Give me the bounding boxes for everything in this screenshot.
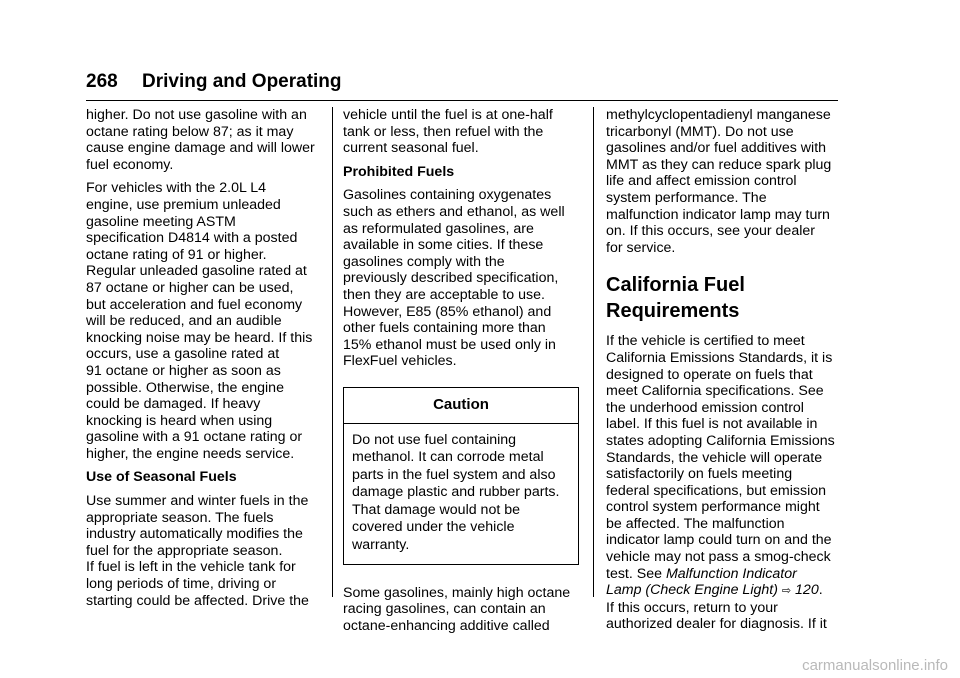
text-line: racing gasolines, can contain an — [343, 601, 546, 618]
xref-page-number[interactable]: 120 — [795, 582, 819, 599]
text-line: but acceleration and fuel economy — [86, 296, 303, 313]
page-ref-arrow-icon: ⇨ — [781, 585, 792, 598]
text-line: gasoline with a 91 octane rating or — [86, 429, 303, 446]
section-title: Driving and Operating — [142, 71, 342, 92]
text-line: engine, use premium unleaded — [86, 196, 281, 213]
heading-line: California Fuel — [606, 274, 745, 297]
text-line: control system performance might — [606, 499, 820, 516]
text-line: appropriate season. The fuels — [86, 509, 274, 526]
paragraph-seasonal-fuels — [86, 493, 326, 609]
text-line: other fuels containing more than — [343, 320, 546, 337]
text-line: fuel economy. — [86, 156, 174, 173]
text-line: 87 octane or higher can be used, — [86, 279, 294, 296]
text-line: malfunction indicator lamp may turn — [606, 206, 830, 223]
paragraph-mmt — [606, 107, 842, 256]
text-line: cause engine damage and will lower — [86, 140, 315, 157]
text-line: Do not use fuel containing — [352, 431, 517, 448]
text-line: gasolines and/or fuel additives with — [606, 140, 827, 157]
text-column-left — [86, 107, 326, 616]
paragraph-octane-warning — [86, 107, 326, 173]
paragraph-premium-fuel — [86, 180, 326, 462]
page-number: 268 — [86, 71, 118, 92]
text-line: vehicle may not pass a smog-check — [606, 549, 831, 566]
text-line: 15% ethanol must be used only in — [343, 336, 556, 353]
text-line: If the vehicle is certified to meet — [606, 333, 805, 350]
text-column-right — [606, 107, 842, 640]
text-line: 91 octane or higher as soon as — [86, 362, 281, 379]
text-line: tank or less, then refuel with the — [343, 123, 544, 140]
text-line: occurs, use a gasoline rated at — [86, 346, 280, 363]
text-line: vehicle until the fuel is at one-half — [343, 107, 553, 123]
text-line: Gasolines containing oxygenates — [343, 187, 552, 204]
text-line: such as ethers and ethanol, as well — [343, 203, 565, 220]
text-line: life and affect emission control — [606, 173, 797, 190]
text-line: California Emissions Standards, it is — [606, 349, 833, 366]
text-line: then they are acceptable to use. — [343, 286, 545, 303]
xref-line — [606, 582, 842, 600]
xref-link-title[interactable]: Lamp (Check Engine Light) — [606, 582, 778, 599]
text-line: on. If this occurs, see your dealer — [606, 223, 815, 240]
paragraph-california-fuel — [606, 333, 842, 633]
text-line: gasoline meeting ASTM — [86, 213, 236, 230]
xref-suffix: . — [818, 582, 823, 599]
text-line: However, E85 (85% ethanol) and — [343, 303, 552, 320]
text-line: authorized dealer for diagnosis. If it — [606, 616, 827, 633]
page-header — [86, 70, 838, 101]
xref-prefix: test. See — [606, 565, 666, 582]
text-line: tricarbonyl (MMT). Do not use — [606, 123, 794, 140]
text-line: available in some cities. If these — [343, 237, 544, 254]
heading-line: Requirements — [606, 300, 740, 323]
paragraph-prohibited-fuels — [343, 187, 581, 370]
text-line: octane-enhancing additive called — [343, 617, 550, 634]
xref-link-title[interactable]: Malfunction Indicator — [665, 565, 797, 582]
heading-california-fuel — [606, 272, 842, 324]
text-line: octane rating of 91 or higher. — [86, 246, 267, 263]
text-line: That damage would not be — [352, 501, 520, 518]
text-line: could be damaged. If heavy — [86, 396, 261, 413]
text-column-middle — [343, 107, 581, 641]
text-line: federal specifications, but emission — [606, 482, 827, 499]
text-line: damage plastic and rubber parts. — [352, 484, 560, 501]
text-line: gasolines comply with the — [343, 253, 505, 270]
text-line: higher, the engine needs service. — [86, 445, 295, 462]
text-line: Standards, the vehicle will operate — [606, 449, 823, 466]
text-line: will be reduced, and an audible — [86, 313, 282, 330]
text-line: knocking noise may be heard. If this — [86, 329, 313, 346]
xref-line — [606, 566, 842, 583]
text-line: possible. Otherwise, the engine — [86, 379, 284, 396]
caution-body — [344, 424, 578, 564]
column-divider — [593, 107, 594, 597]
paragraph-octane-additive — [343, 585, 581, 635]
text-line: current seasonal fuel. — [343, 140, 479, 157]
text-line: If this occurs, return to your — [606, 599, 778, 616]
text-line: warranty. — [352, 537, 410, 554]
text-line: industry automatically modifies the — [86, 526, 303, 543]
text-line: system performance. The — [606, 189, 767, 206]
text-line: indicator lamp could turn on and the — [606, 532, 832, 549]
text-line: methylcyclopentadienyl manganese — [606, 107, 831, 123]
text-line: Use summer and winter fuels in the — [86, 493, 309, 510]
text-line: be affected. The malfunction — [606, 515, 785, 532]
text-line: long periods of time, driving or — [86, 576, 277, 593]
column-divider — [332, 107, 333, 597]
text-line: label. If this fuel is not available in — [606, 416, 818, 433]
text-line: specification D4814 with a posted — [86, 230, 298, 247]
text-line: covered under the vehicle — [352, 519, 515, 536]
text-line: states adopting California Emissions — [606, 432, 835, 449]
paragraph-seasonal-continued — [343, 107, 581, 157]
text-line: methanol. It can corrode metal — [352, 449, 544, 466]
subheading-seasonal-fuels: Use of Seasonal Fuels — [86, 469, 237, 486]
text-line: fuel for the appropriate season. — [86, 542, 283, 559]
text-line: Regular unleaded gasoline rated at — [86, 263, 307, 280]
text-line: starting could be affected. Drive the — [86, 592, 309, 609]
text-line: designed to operate on fuels that — [606, 366, 813, 383]
text-line: FlexFuel vehicles. — [343, 353, 457, 370]
text-line: octane rating below 87; as it may — [86, 123, 294, 140]
caution-box — [343, 387, 579, 565]
watermark: carmanualsonline.info — [802, 657, 948, 674]
text-line: Some gasolines, mainly high octane — [343, 584, 571, 601]
text-line: meet California specifications. See — [606, 383, 824, 400]
text-line: If fuel is left in the vehicle tank for — [86, 559, 296, 576]
text-line: previously described specification, — [343, 270, 559, 287]
text-line: knocking is heard when using — [86, 412, 273, 429]
text-line: higher. Do not use gasoline with an — [86, 107, 307, 123]
text-line: parts in the fuel system and also — [352, 466, 556, 483]
text-line: for service. — [606, 239, 676, 256]
subheading-prohibited-fuels: Prohibited Fuels — [343, 163, 455, 180]
caution-title: Caution — [344, 388, 578, 424]
text-line: For vehicles with the 2.0L L4 — [86, 180, 267, 197]
text-line: as reformulated gasolines, are — [343, 220, 534, 237]
text-line: the underhood emission control — [606, 399, 804, 416]
text-line: MMT as they can reduce spark plug — [606, 156, 832, 173]
text-line: satisfactorily on fuels meeting — [606, 466, 793, 483]
